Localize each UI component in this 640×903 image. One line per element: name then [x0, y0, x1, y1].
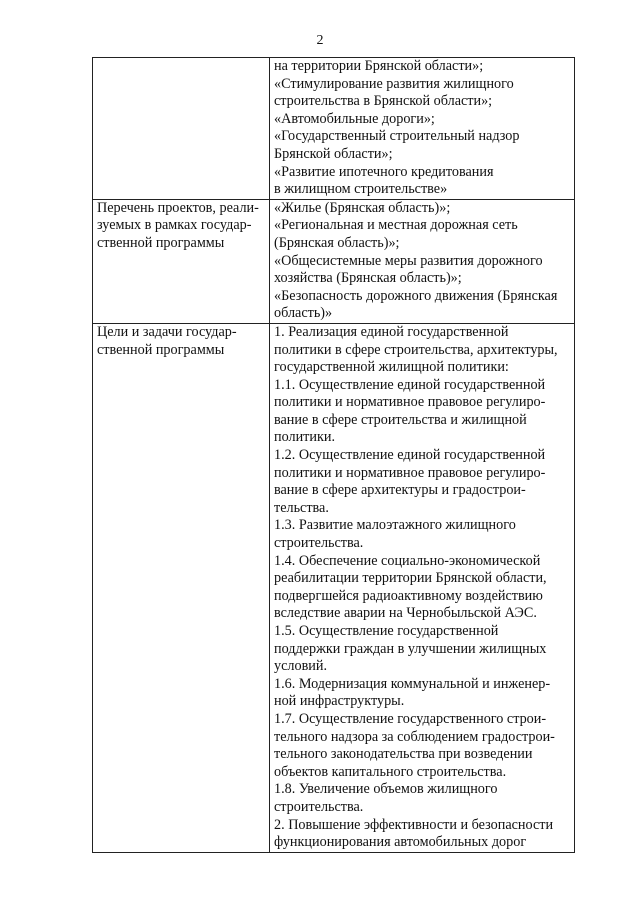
cell-line: Перечень проектов, реали-: [97, 199, 259, 216]
cell-line: Брянской области»;: [274, 145, 393, 162]
table-row-continuation: [93, 58, 575, 200]
cell-line: политики и нормативное правовое регулиро-: [274, 394, 546, 411]
cell-line: 1.4. Обеспечение социально-экономической: [274, 552, 541, 569]
cell-line: тельства.: [274, 499, 329, 516]
cell-line: 2. Повышение эффективности и безопасности: [274, 816, 554, 833]
row-label-cell: [93, 323, 270, 852]
cell-line: (Брянская область)»;: [274, 234, 400, 251]
cell-line: зуемых в рамках государ-: [97, 217, 252, 234]
cell-line: «Государственный строительный надзор: [274, 128, 520, 145]
cell-line: функционирования автомобильных дорог: [274, 834, 527, 851]
page-number: 2: [316, 33, 324, 48]
cell-line: «Автомобильные дороги»;: [274, 110, 435, 127]
cell-line: ственной программы: [97, 234, 225, 251]
row-label-cell: [93, 199, 270, 323]
cell-line: политики и нормативное правовое регулиро-: [274, 464, 546, 481]
cell-line: политики в сфере строительства, архитектуры,: [274, 341, 558, 358]
cell-line: «Региональная и местная дорожная сеть: [274, 217, 518, 234]
cell-line: ственной программы: [97, 341, 225, 358]
cell-line: 1.2. Осуществление единой государственной: [274, 447, 546, 464]
cell-line: подвергшейся радиоактивному воздействию: [274, 587, 543, 604]
cell-line: «Безопасность дорожного движения (Брянская: [274, 287, 558, 304]
cell-line: объектов капитального строительства.: [274, 763, 507, 780]
cell-line: 1.3. Развитие малоэтажного жилищного: [274, 517, 516, 534]
cell-line: Цели и задачи государ-: [97, 323, 237, 340]
cell-line: 1.1. Осуществление единой государственной: [274, 376, 546, 393]
cell-line: государственной жилищной политики:: [274, 359, 509, 376]
cell-line: строительства в Брянской области»;: [274, 93, 493, 110]
cell-line: тельного законодательства при возведении: [274, 746, 533, 763]
cell-line: 1.7. Осуществление государственного строи-: [274, 710, 547, 727]
cell-line: «Жилье (Брянская область)»;: [274, 199, 451, 216]
cell-line: «Развитие ипотечного кредитования: [274, 163, 494, 180]
cell-line: «Стимулирование развития жилищного: [274, 75, 514, 92]
cell-line: политики.: [274, 429, 335, 446]
cell-line: реабилитации территории Брянской области,: [274, 570, 547, 587]
cell-line: вание в сфере строительства и жилищной: [274, 411, 527, 428]
table-row-goals: [93, 323, 575, 852]
cell-line: тельного надзора за соблюдением градострои-: [274, 728, 555, 745]
cell-line: область)»: [274, 305, 333, 322]
cell-line: вание в сфере архитектуры и градострои-: [274, 482, 526, 499]
projects-list-cell: [270, 199, 575, 323]
cell-line: поддержки граждан в улучшении жилищных: [274, 640, 547, 657]
cell-line: на территории Брянской области»;: [274, 58, 484, 74]
cell-line: условий.: [274, 658, 327, 675]
cell-line: 1.5. Осуществление государственной: [274, 623, 499, 639]
cell-line: 1. Реализация единой государственной: [274, 323, 509, 340]
cell-line: ной инфраструктуры.: [274, 693, 405, 710]
cell-line: хозяйства (Брянская область)»;: [274, 270, 462, 287]
row-label-cell: [93, 58, 270, 200]
goals-list-cell: [270, 323, 575, 852]
cell-line: строительства.: [274, 798, 364, 815]
cell-line: 1.8. Увеличение объемов жилищного: [274, 781, 498, 798]
cell-line: строительства.: [274, 535, 364, 552]
cell-line: 1.6. Модернизация коммунальной и инженер-: [274, 675, 551, 692]
cell-line: «Общесистемные меры развития дорожного: [274, 252, 543, 269]
program-passport-table: [92, 57, 575, 853]
table-row-projects: [93, 199, 575, 323]
cell-line: вследствие аварии на Чернобыльской АЭС.: [274, 605, 537, 622]
subprograms-continuation-cell: [270, 58, 575, 200]
cell-line: в жилищном строительстве»: [274, 181, 448, 198]
